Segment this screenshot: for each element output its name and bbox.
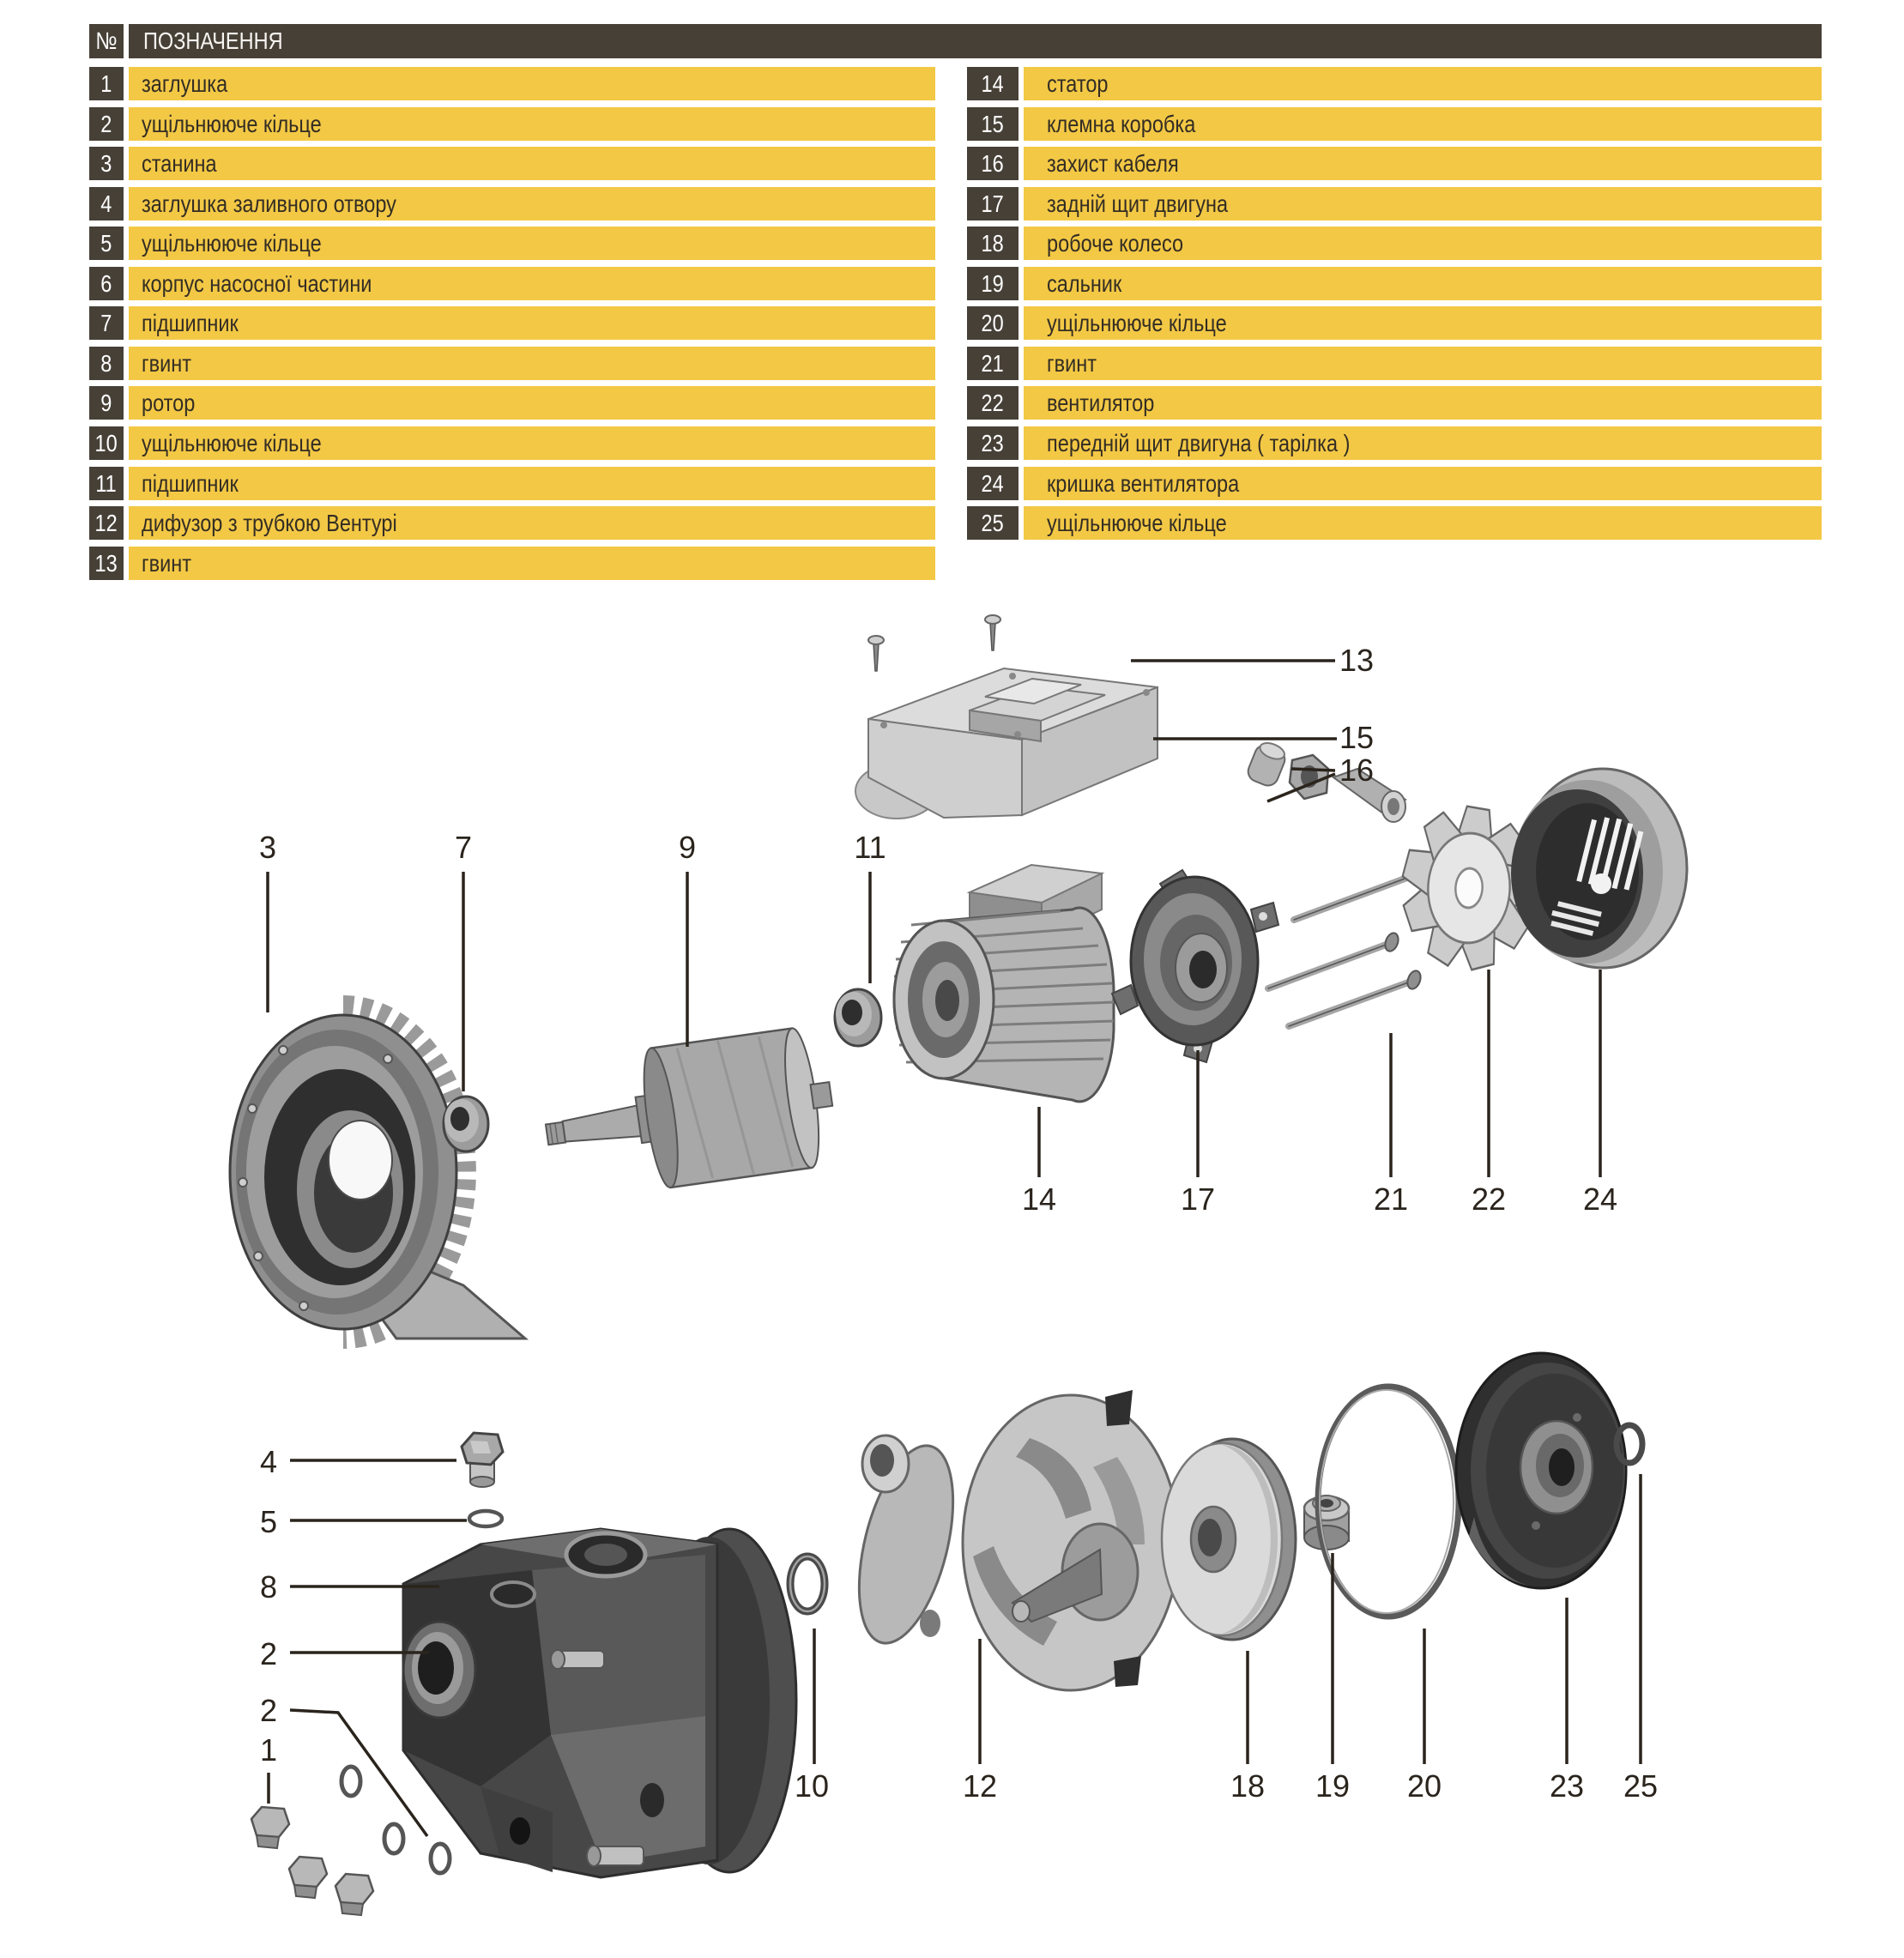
- part-number-cell: 23: [967, 426, 1018, 460]
- callout-25: [1623, 1474, 1658, 1804]
- callout-number: 13: [1339, 643, 1375, 678]
- drain-plugs-part: [251, 1807, 373, 1915]
- front-motor-shield-part: [1456, 1353, 1626, 1588]
- part-label-cell: вентилятор: [1024, 386, 1822, 420]
- part-number-cell: 3: [89, 147, 124, 180]
- table-header-number: №: [95, 27, 118, 54]
- callout-number: 3: [258, 830, 277, 865]
- callout-20: [1407, 1629, 1442, 1804]
- part-number-cell: 13: [89, 547, 124, 580]
- part-number-cell: 22: [967, 386, 1018, 420]
- part-number-cell: 19: [967, 267, 1018, 300]
- part-number-cell: 10: [89, 426, 124, 460]
- cable-gland-parts: [1245, 739, 1405, 822]
- part-label-cell: ущільнююче кільце: [129, 227, 935, 260]
- part-label-cell: кришка вентилятора: [1024, 467, 1822, 500]
- callout-18: [1230, 1651, 1265, 1804]
- callout-number: 2: [259, 1636, 278, 1671]
- callout-number: 7: [454, 830, 473, 865]
- part-label-cell: робоче колесо: [1024, 227, 1822, 260]
- part-label-cell: захист кабеля: [1024, 147, 1822, 180]
- callout-23: [1550, 1598, 1584, 1804]
- motor-screws: [1268, 862, 1426, 1026]
- callout-9: [679, 830, 696, 1047]
- part-label-cell: статор: [1024, 67, 1822, 100]
- callout-number: 8: [259, 1569, 278, 1604]
- part-number-cell: 18: [967, 227, 1018, 260]
- part-number-cell: 20: [967, 306, 1018, 340]
- callout-4: [260, 1444, 456, 1479]
- callout-number: 25: [1623, 1768, 1659, 1804]
- part-number-cell: 16: [967, 147, 1018, 180]
- part-label-cell: підшипник: [129, 306, 935, 340]
- stand-part: [230, 1006, 525, 1339]
- part-number-cell: 15: [967, 107, 1018, 141]
- filler-plug-part: [462, 1433, 503, 1487]
- callout-number: 17: [1180, 1181, 1216, 1217]
- callout-number: 16: [1339, 752, 1375, 788]
- callout-number: 4: [259, 1444, 278, 1479]
- callout-number: 23: [1549, 1768, 1585, 1804]
- callout-5: [260, 1504, 467, 1539]
- bearing-rear-part: [835, 989, 881, 1046]
- part-number-cell: 12: [89, 506, 124, 540]
- part-label-cell: підшипник: [129, 467, 935, 500]
- callout-number: 24: [1582, 1181, 1618, 1217]
- part-number-cell: 9: [89, 386, 124, 420]
- part-label-cell: заглушка: [129, 67, 935, 100]
- diffuser-part: [842, 1390, 1179, 1690]
- mechanical-seal-part: [1304, 1496, 1349, 1550]
- part-number-cell: 5: [89, 227, 124, 260]
- part-label-cell: ущільнююче кільце: [1024, 506, 1822, 540]
- rotor-part: [537, 1024, 841, 1204]
- callout-14: [1022, 1107, 1056, 1217]
- part-label-cell: гвинт: [1024, 347, 1822, 380]
- callout-number: 20: [1406, 1768, 1442, 1804]
- part-label-cell: ущільнююче кільце: [129, 426, 935, 460]
- part-number-cell: 17: [967, 187, 1018, 221]
- callout-number: 11: [854, 830, 886, 865]
- table-header-name: ПОЗНАЧЕННЯ: [143, 27, 283, 54]
- part-label-cell: гвинт: [129, 347, 935, 380]
- callout-number: 18: [1230, 1768, 1266, 1804]
- filler-oring-part: [469, 1511, 502, 1526]
- part-number-cell: 2: [89, 107, 124, 141]
- pump-housing-part: [403, 1529, 796, 1877]
- part-label-cell: ущільнююче кільце: [129, 107, 935, 141]
- rear-motor-shield-part: [1112, 870, 1278, 1062]
- callout-number: 2: [259, 1693, 278, 1728]
- part-label-cell: клемна коробка: [1024, 107, 1822, 141]
- part-number-cell: 24: [967, 467, 1018, 500]
- part-number-cell: 8: [89, 347, 124, 380]
- callout-number: 1: [259, 1732, 278, 1768]
- callout-17: [1181, 1050, 1215, 1217]
- part-number-cell: 6: [89, 267, 124, 300]
- callout-1: [260, 1732, 277, 1804]
- part-label-cell: дифузор з трубкою Вентурі: [129, 506, 935, 540]
- callout-7: [455, 830, 472, 1091]
- terminal-box: [855, 668, 1158, 819]
- callout-12: [963, 1639, 997, 1804]
- callout-number: 12: [962, 1768, 998, 1804]
- part-number-cell: 11: [89, 467, 124, 500]
- callout-11: [854, 830, 886, 983]
- part-number-cell: 25: [967, 506, 1018, 540]
- part-label-cell: корпус насосної частини: [129, 267, 935, 300]
- callout-number: 21: [1373, 1181, 1409, 1217]
- part-label-cell: сальник: [1024, 267, 1822, 300]
- part-number-cell: 1: [89, 67, 124, 100]
- callout-10: [795, 1629, 829, 1804]
- callout-21: [1374, 1033, 1408, 1217]
- callout-number: 22: [1471, 1181, 1507, 1217]
- part-label-cell: ущільнююче кільце: [1024, 306, 1822, 340]
- callout-3: [259, 830, 276, 1012]
- part-number-cell: 14: [967, 67, 1018, 100]
- part-label-cell: задній щит двигуна: [1024, 187, 1822, 221]
- part-label-cell: ротор: [129, 386, 935, 420]
- part-label-cell: станина: [129, 147, 935, 180]
- stator-part: [894, 865, 1114, 1102]
- part-label-cell: передній щит двигуна ( тарілка ): [1024, 426, 1822, 460]
- callout-22: [1472, 970, 1506, 1217]
- callout-leader-line: [1291, 769, 1335, 771]
- callout-number: 14: [1021, 1181, 1057, 1217]
- callout-13: [1131, 643, 1374, 678]
- part-number-cell: 4: [89, 187, 124, 221]
- callout-number: 10: [794, 1768, 830, 1804]
- part-label-cell: гвинт: [129, 547, 935, 580]
- part-label-cell: заглушка заливного отвору: [129, 187, 935, 221]
- callout-number: 19: [1315, 1768, 1351, 1804]
- bearing-front-part: [444, 1097, 488, 1151]
- callout-number: 15: [1339, 720, 1375, 755]
- impeller-part: [1162, 1439, 1296, 1640]
- callout-24: [1583, 970, 1617, 1217]
- callout-number: 5: [259, 1504, 278, 1539]
- fan-cover-part: [1511, 769, 1687, 968]
- part-number-cell: 21: [967, 347, 1018, 380]
- callout-number: 9: [678, 830, 697, 865]
- part-number-cell: 7: [89, 306, 124, 340]
- shaft-oring-part: [790, 1556, 825, 1611]
